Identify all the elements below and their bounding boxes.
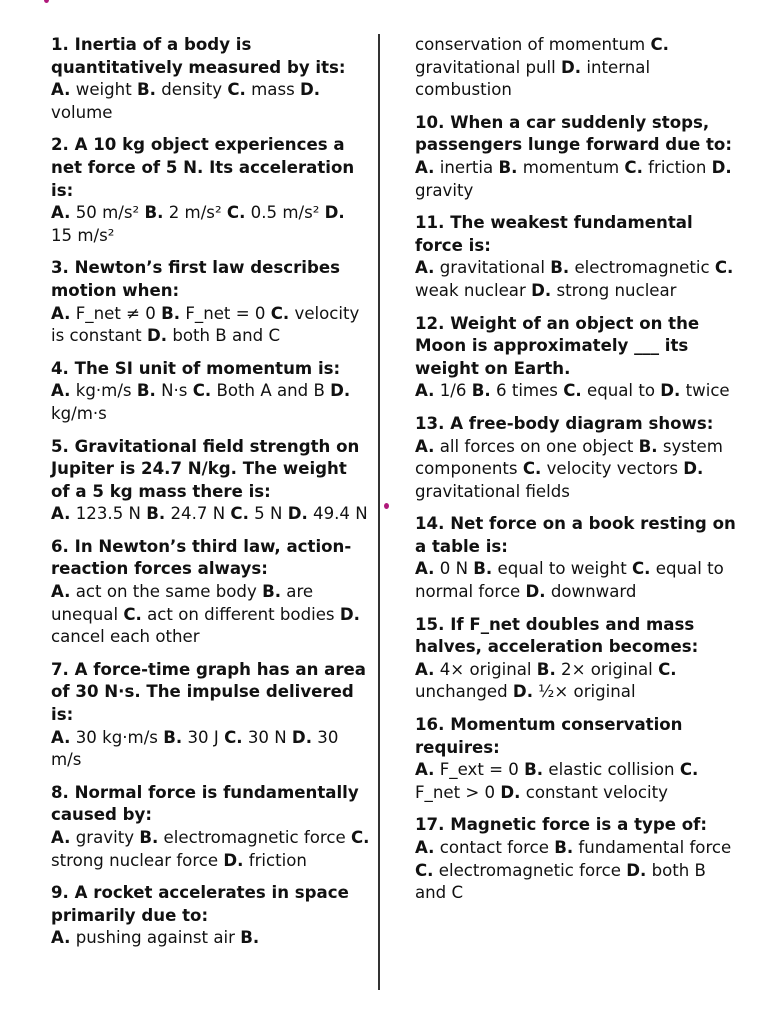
question-8 [51,782,371,872]
option-text: equal to weight [497,559,627,579]
option-letter: B. [471,381,491,401]
option-text: 15 m/s² [51,225,115,245]
option-letter: A. [51,582,71,602]
question-14 [415,513,740,603]
option-letter: D. [531,280,552,300]
option-letter: D. [339,604,360,624]
option-letter: B. [473,559,493,579]
answer-options [415,558,740,603]
option-text: conservation of momentum [415,35,646,54]
question-stem [415,614,740,659]
question-text: A 10 kg object experiences a net force of 5 N. Its acceleration is: [51,135,355,200]
question-text: Normal force is fundamentally caused by: [51,782,359,825]
question-number: 17. [415,815,445,835]
option-text: momentum [522,157,620,177]
option-letter: D. [626,860,647,880]
option-letter: C. [563,381,582,401]
question-7 [51,659,371,772]
question-12 [415,313,740,403]
answer-options [415,157,740,202]
answer-options [415,837,740,905]
question-stem [51,358,371,381]
answer-options [51,927,371,950]
option-letter: B. [550,258,570,278]
option-text: gravitational pull [415,57,556,77]
option-text: 49.4 N [313,504,368,524]
option-letter: A. [415,559,435,579]
option-text: 30 kg·m/s [75,727,158,747]
question-text: Newton’s first law describes motion when: [51,258,341,300]
option-letter: D. [500,782,521,802]
option-letter: B. [240,928,260,948]
question-number: 12. [415,313,445,333]
question-stem [415,714,740,759]
option-letter: A. [51,303,71,323]
option-text: strong nuclear force [51,850,219,870]
option-letter: D. [711,157,732,177]
answer-options [415,759,740,804]
option-letter: D. [512,682,533,702]
question-text: A rocket accelerates in space primarily due to: [51,883,349,925]
option-text: 4× original [439,659,532,679]
option-letter: A. [51,203,71,223]
option-text: 6 times [495,381,558,401]
question-stem [415,313,740,381]
option-text: 50 m/s² [75,203,140,223]
option-text: contact force [439,838,549,857]
option-text: gravity [75,828,135,847]
option-text: gravitational fields [415,481,570,501]
question-4 [51,358,371,426]
question-9-continuation [415,34,740,102]
option-letter: B. [136,80,156,100]
option-letter: D. [223,850,244,870]
question-text: In Newton’s third law, action-reaction forces always: [51,536,352,579]
option-text: F_net = 0 [185,303,266,323]
answer-options [415,34,740,102]
option-text: gravity [415,180,474,200]
option-text: velocity is constant [51,303,360,346]
option-text: ½× original [538,682,636,702]
question-stem [51,782,371,827]
answer-options [415,659,740,704]
option-text: 1/6 [439,381,467,401]
question-10 [415,112,740,202]
question-number: 8. [51,782,69,802]
option-text: 2× original [561,659,653,679]
option-text: both B and C [172,326,281,346]
option-text: unchanged [415,682,508,702]
answer-options [415,257,740,302]
option-text: twice [685,381,730,401]
answer-options [51,581,371,649]
option-letter: D. [291,727,312,747]
option-text: N·s [161,381,188,401]
option-text: electromagnetic force [438,860,621,880]
option-text: act on the same body [75,582,257,602]
question-stem [51,257,371,302]
option-text: friction [648,157,707,177]
option-text: velocity vectors [546,459,678,479]
option-letter: A. [415,436,435,456]
option-text: 30 m/s [51,727,339,770]
question-5 [51,436,371,526]
question-number: 4. [51,358,69,378]
option-text: all forces on one object [439,436,634,456]
option-text: mass [251,80,295,100]
option-letter: B. [144,203,164,223]
option-letter: D. [324,203,345,223]
column-divider [378,34,380,990]
option-letter: D. [330,381,351,401]
option-text: 2 m/s² [168,203,222,223]
option-letter: C. [270,303,290,323]
option-text: 24.7 N [170,504,226,524]
question-number: 6. [51,536,69,556]
question-stem [415,814,740,837]
question-11 [415,212,740,302]
option-letter: C. [658,659,677,679]
option-text: volume [51,102,113,122]
option-letter: A. [51,504,71,524]
question-number: 9. [51,883,69,903]
answer-options [51,202,371,247]
option-letter: C. [226,203,246,223]
answer-options [51,380,371,425]
option-text: system components [415,436,723,479]
answer-options [51,303,371,348]
option-letter: B. [161,303,181,323]
question-stem [415,112,740,157]
question-stem [415,513,740,558]
option-letter: C. [192,381,212,401]
question-stem [51,436,371,504]
option-letter: D. [146,326,168,346]
left-column [51,34,371,960]
right-column [415,34,740,915]
question-stem [415,212,740,257]
answer-options [51,827,371,872]
question-text: Net force on a book resting on a table is: [415,514,736,556]
pink-mark-middle [384,503,389,509]
option-letter: C. [351,828,370,847]
option-letter: C. [415,860,434,880]
option-letter: B. [498,157,518,177]
question-number: 3. [51,258,69,278]
question-17 [415,814,740,904]
question-16 [415,714,740,804]
question-number: 13. [415,413,445,433]
option-letter: A. [415,659,435,679]
option-letter: C. [123,604,142,624]
option-text: pushing against air [75,928,235,948]
option-letter: C. [224,727,243,747]
question-9 [51,882,371,950]
option-text: weight [75,80,132,100]
question-number: 11. [415,213,445,233]
question-6 [51,536,371,649]
pink-mark-top [44,0,49,3]
option-letter: D. [561,57,582,77]
option-text: act on different bodies [147,604,335,624]
option-letter: A. [415,157,435,177]
option-text: kg/m·s [51,403,107,423]
option-letter: C. [230,504,249,524]
option-letter: B. [524,760,544,780]
question-text: Magnetic force is a type of: [450,815,707,835]
option-text: weak nuclear [415,280,526,300]
option-letter: B. [262,582,282,602]
question-number: 7. [51,659,69,679]
option-letter: D. [660,381,681,401]
question-number: 14. [415,514,445,534]
option-text: Both A and B [216,381,325,401]
question-stem [51,134,371,202]
option-letter: A. [415,258,435,278]
option-letter: A. [51,828,71,847]
option-text: inertia [439,157,494,177]
option-text: electromagnetic force [163,828,346,847]
question-stem [51,34,371,79]
option-letter: C. [650,35,669,54]
option-text: internal combustion [415,57,651,100]
option-text: are unequal [51,582,314,624]
question-number: 15. [415,614,445,634]
option-text: F_ext = 0 [439,760,519,780]
question-text: Gravitational field strength on Jupiter is 24.7 N/kg. The weight of a 5 kg mass there is: [51,436,360,501]
answer-options [51,79,371,124]
option-letter: A. [51,381,71,401]
option-letter: A. [51,80,71,100]
option-text: F_net > 0 [415,782,496,802]
option-letter: B. [536,659,556,679]
question-text: Inertia of a body is quantitatively measured by its: [51,35,346,77]
option-letter: A. [51,727,71,747]
option-letter: C. [227,80,246,100]
option-letter: C. [679,760,699,780]
question-1 [51,34,371,124]
option-letter: B. [554,838,574,857]
option-text: both B and C [415,860,706,903]
option-letter: D. [525,582,546,602]
option-letter: A. [51,928,71,948]
option-text: downward [550,582,637,602]
option-text: friction [248,850,307,870]
question-stem [51,659,371,727]
question-stem [51,882,371,927]
question-number: 16. [415,715,445,735]
option-letter: A. [415,381,435,401]
question-3 [51,257,371,347]
option-text: equal to normal force [415,559,724,602]
option-text: gravitational [439,258,545,278]
answer-options [415,380,740,403]
question-number: 5. [51,436,69,456]
question-number: 1. [51,35,69,54]
option-letter: D. [300,80,321,100]
option-text: cancel each other [51,627,200,647]
option-letter: C. [522,459,542,479]
question-text: If F_net doubles and mass halves, acceleration becomes: [415,614,699,657]
question-text: Weight of an object on the Moon is approximately ___ its weight on Earth. [415,313,700,378]
option-letter: A. [415,760,435,780]
answer-options [415,436,740,504]
option-letter: D. [287,504,308,524]
option-text: 0.5 m/s² [250,203,320,223]
option-letter: B. [146,504,166,524]
option-letter: D. [683,459,704,479]
option-text: 30 J [187,727,219,747]
option-letter: B. [163,727,183,747]
option-text: constant velocity [525,782,668,802]
question-text: The SI unit of momentum is: [74,358,341,378]
question-15 [415,614,740,704]
option-letter: B. [638,436,658,456]
option-text: 5 N [254,504,283,524]
question-text: A free-body diagram shows: [450,413,714,433]
answer-options [51,503,371,526]
option-letter: C. [624,157,643,177]
option-text: fundamental force [578,838,732,857]
option-text: elastic collision [548,760,675,780]
option-letter: C. [714,258,734,278]
question-text: A force-time graph has an area of 30 N·s. The impulse delivered is: [51,659,366,725]
option-text: 123.5 N [75,504,141,524]
answer-options [51,727,371,772]
option-letter: B. [139,828,159,847]
option-text: 0 N [439,559,468,579]
option-letter: A. [415,838,435,857]
question-text: When a car suddenly stops, passengers lunge forward due to: [415,112,732,155]
option-text: electromagnetic [574,258,710,278]
question-text: Momentum conservation requires: [415,715,683,757]
option-letter: C. [632,559,651,579]
option-text: density [161,80,223,100]
question-number: 2. [51,135,69,155]
question-number: 10. [415,112,445,132]
question-stem [415,413,740,436]
question-text: The weakest fundamental force is: [415,213,693,255]
option-text: F_net ≠ 0 [75,303,156,323]
option-text: 30 N [247,727,287,747]
option-letter: B. [136,381,156,401]
option-text: kg·m/s [75,381,132,401]
question-stem [51,536,371,581]
question-13 [415,413,740,503]
option-text: strong nuclear [556,280,677,300]
question-2 [51,134,371,247]
option-text: equal to [587,381,655,401]
